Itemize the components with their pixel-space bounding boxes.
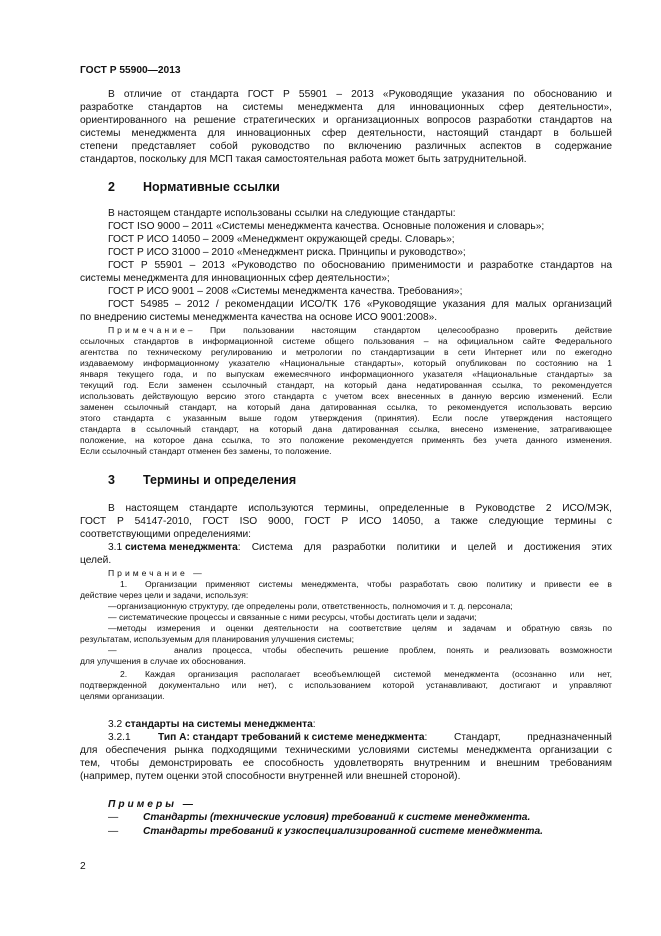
note-line: целями организации. bbox=[80, 691, 165, 701]
example-dash: — bbox=[108, 812, 119, 823]
intro-line: ориентированного на решение стратегических и организационных вопросов разработки стандартов на bbox=[80, 115, 612, 126]
section-title: Термины и определения bbox=[143, 473, 297, 487]
section-title: Нормативные ссылки bbox=[143, 180, 280, 194]
term-definition-cont: целей. bbox=[80, 555, 112, 566]
examples-label: Примеры — bbox=[108, 799, 196, 810]
intro-line: стандартов, поскольку для МСП такая самостоятельная работа может быть затруднительной. bbox=[80, 154, 527, 165]
intro-line: В отличие от стандарта ГОСТ Р 55901 – 2013 «Руководящие указания по обоснованию и bbox=[108, 89, 612, 100]
dash-marker: — bbox=[108, 645, 117, 655]
example-item: Стандарты (технические условия) требований к системе менеджмента. bbox=[143, 812, 531, 823]
ref-line: В настоящем стандарте использованы ссылки на следующие стандарты: bbox=[108, 208, 456, 219]
example-dash: — bbox=[108, 826, 119, 837]
example-item: Стандарты требований к узкоспециализированной системе менеджмента. bbox=[143, 826, 543, 837]
term-name: система менеджмента bbox=[125, 542, 238, 553]
terms-intro-line: соответствующими определениями: bbox=[80, 529, 251, 540]
term-3-1 bbox=[108, 541, 612, 554]
intro-line: разработке стандартов на системы менеджмента для инновационных сфер деятельности», bbox=[80, 102, 612, 113]
note-line: Организации применяют системы менеджмента, чтобы разработать свою политику и привести ее в bbox=[145, 579, 612, 589]
note-line: действие через цели и задачи, используя: bbox=[80, 590, 249, 600]
note-number: 1. bbox=[120, 579, 128, 589]
page-number: 2 bbox=[80, 861, 86, 872]
note-line: января текущего года, и по выпускам ежемесячного информационного указателя «Национальные стандарты» за bbox=[80, 369, 612, 379]
term-definition-cont: тем, чтобы демонстрировать ее способность удовлетворять внутренним и внешним требованиям bbox=[80, 758, 612, 769]
ref-line: ГОСТ ISO 9000 – 2011 «Системы менеджмента качества. Основные положения и словарь»; bbox=[108, 221, 545, 232]
section-number: 3 bbox=[108, 473, 115, 487]
ref-line: ГОСТ Р ИСО 14050 – 2009 «Менеджмент окружающей среды. Словарь»; bbox=[108, 234, 455, 245]
term-number: 3.2 bbox=[108, 719, 123, 730]
ref-line: ГОСТ Р ИСО 9001 – 2008 «Системы менеджмента качества. Требования»; bbox=[108, 286, 463, 297]
note-line: этого стандарта с указанным выше годом утверждения (принятия). Если после утверждения настоящего bbox=[80, 413, 612, 423]
document-header: ГОСТ Р 55900—2013 bbox=[80, 65, 181, 76]
note-label: Примечание bbox=[108, 325, 188, 335]
note-line: ссылочных стандартов в информационной системе общего пользования – на официальном сайте Федерального bbox=[80, 336, 612, 346]
term-definition-cont: для обеспечения рынка подходящими техническими условиями системы менеджмента организации с bbox=[80, 745, 612, 756]
term-name: стандарты на системы менеджмента bbox=[125, 719, 313, 730]
term-definition-cont: (например, путем оценки этой способности внутренней или внешней стороной). bbox=[80, 771, 461, 782]
term-definition: : Система для разработки политики и целей и достижения этих bbox=[237, 542, 612, 553]
note-number: 2. bbox=[120, 669, 128, 679]
note-line: использовать действующую версию этого стандарта с учетом всех внесенных в данную версию изменений. Если bbox=[80, 391, 612, 401]
dash-item: анализ процесса, чтобы обеспечить решение проблем, понять и реализовать возможности bbox=[174, 645, 612, 655]
ref-line: ГОСТ Р ИСО 31000 – 2010 «Менеджмент риска. Принципы и руководство»; bbox=[108, 247, 466, 258]
note-line: заменен ссылочный стандарт, на который дана датированная ссылка, то рекомендуется использовать версию bbox=[80, 402, 612, 412]
terms-intro-line: В настоящем стандарте используются термины, определенные в Руководстве 2 ИСО/МЭК, bbox=[108, 503, 612, 514]
ref-line: ГОСТ 54985 – 2012 / рекомендации ИСО/ТК 176 «Руководящие указания для малых организаций bbox=[108, 299, 612, 310]
note-label: Примечание — bbox=[108, 568, 205, 578]
note-line: Каждая организация располагает всеобъемлющей системой менеджмента (осознанно или нет, bbox=[145, 669, 612, 679]
dash-item-cont: для улучшения в случае их обоснования. bbox=[80, 656, 246, 666]
note-first-line bbox=[108, 325, 612, 336]
note-line: агентства по техническому регулированию и метрологии по стандартизации в сети Интернет или по ежегодно bbox=[80, 347, 612, 357]
note-line: стандарта в ссылочный стандарт, на который дана датированная ссылка, внесено изменение, затрагивающее bbox=[80, 424, 612, 434]
note-line: Если ссылочный стандарт отменен без замены, то положение. bbox=[80, 446, 332, 456]
note-line: текущий год. Если заменен ссылочный стандарт, на который дана недатированная ссылка, то рекомендуется bbox=[80, 380, 612, 390]
term-name: Тип А: стандарт требований к системе менеджмента bbox=[158, 732, 425, 743]
section-number: 2 bbox=[108, 180, 115, 194]
ref-line: ГОСТ Р 55901 – 2013 «Руководство по обоснованию применимости и разработке стандартов на bbox=[108, 260, 612, 271]
term-3-2-1 bbox=[108, 731, 612, 744]
dash-item: — систематические процессы и связанные с ними ресурсы, чтобы достигать цели и задачи; bbox=[108, 612, 477, 622]
note-line: положение, на которое дана ссылка, то это положение рекомендуется применять без учета данного изменения. bbox=[80, 435, 612, 445]
terms-intro-line: ГОСТ Р 54147-2010, ГОСТ ISO 9000, ГОСТ Р ИСО 14050, а также следующие термины с bbox=[80, 516, 612, 527]
intro-line: системы менеджмента для инновационных сфер деятельности, настоящий стандарт в большей bbox=[80, 128, 612, 139]
intro-line: степени представляет собой руководство по включению различных аспектов в содержание bbox=[80, 141, 612, 152]
ref-line: по внедрению системы менеджмента качества на основе ИСО 9001:2008». bbox=[80, 312, 438, 323]
dash-item-cont: результатам, используемым для планирования улучшения системы; bbox=[80, 634, 355, 644]
term-number: 3.2.1 bbox=[108, 732, 131, 743]
ref-line: системы менеджмента для инновационных сфер деятельности»; bbox=[80, 273, 390, 284]
term-3-2: 3.2 стандарты на системы менеджмента: bbox=[108, 719, 316, 730]
term-definition: : Стандарт, предназначенный bbox=[424, 732, 612, 743]
dash-item: —методы измерения и оценки деятельности на соответствие целям и задачам и обратную связь по bbox=[108, 623, 612, 633]
note-line: издаваемому информационному указателю «Национальные стандарты», который опубликован по состоянию на 1 bbox=[80, 358, 612, 368]
dash-item: —организационную структуру, где определены роли, ответственность, полномочия и т. д. персонала; bbox=[108, 601, 513, 611]
term-number: 3.1 bbox=[108, 542, 123, 553]
note-text: – При пользовании настоящим стандартом целесообразно проверить действие bbox=[187, 325, 612, 335]
note-line: подтвержденной документально или нет), с использованием которой устанавливают, достигают и управляют bbox=[80, 680, 612, 690]
